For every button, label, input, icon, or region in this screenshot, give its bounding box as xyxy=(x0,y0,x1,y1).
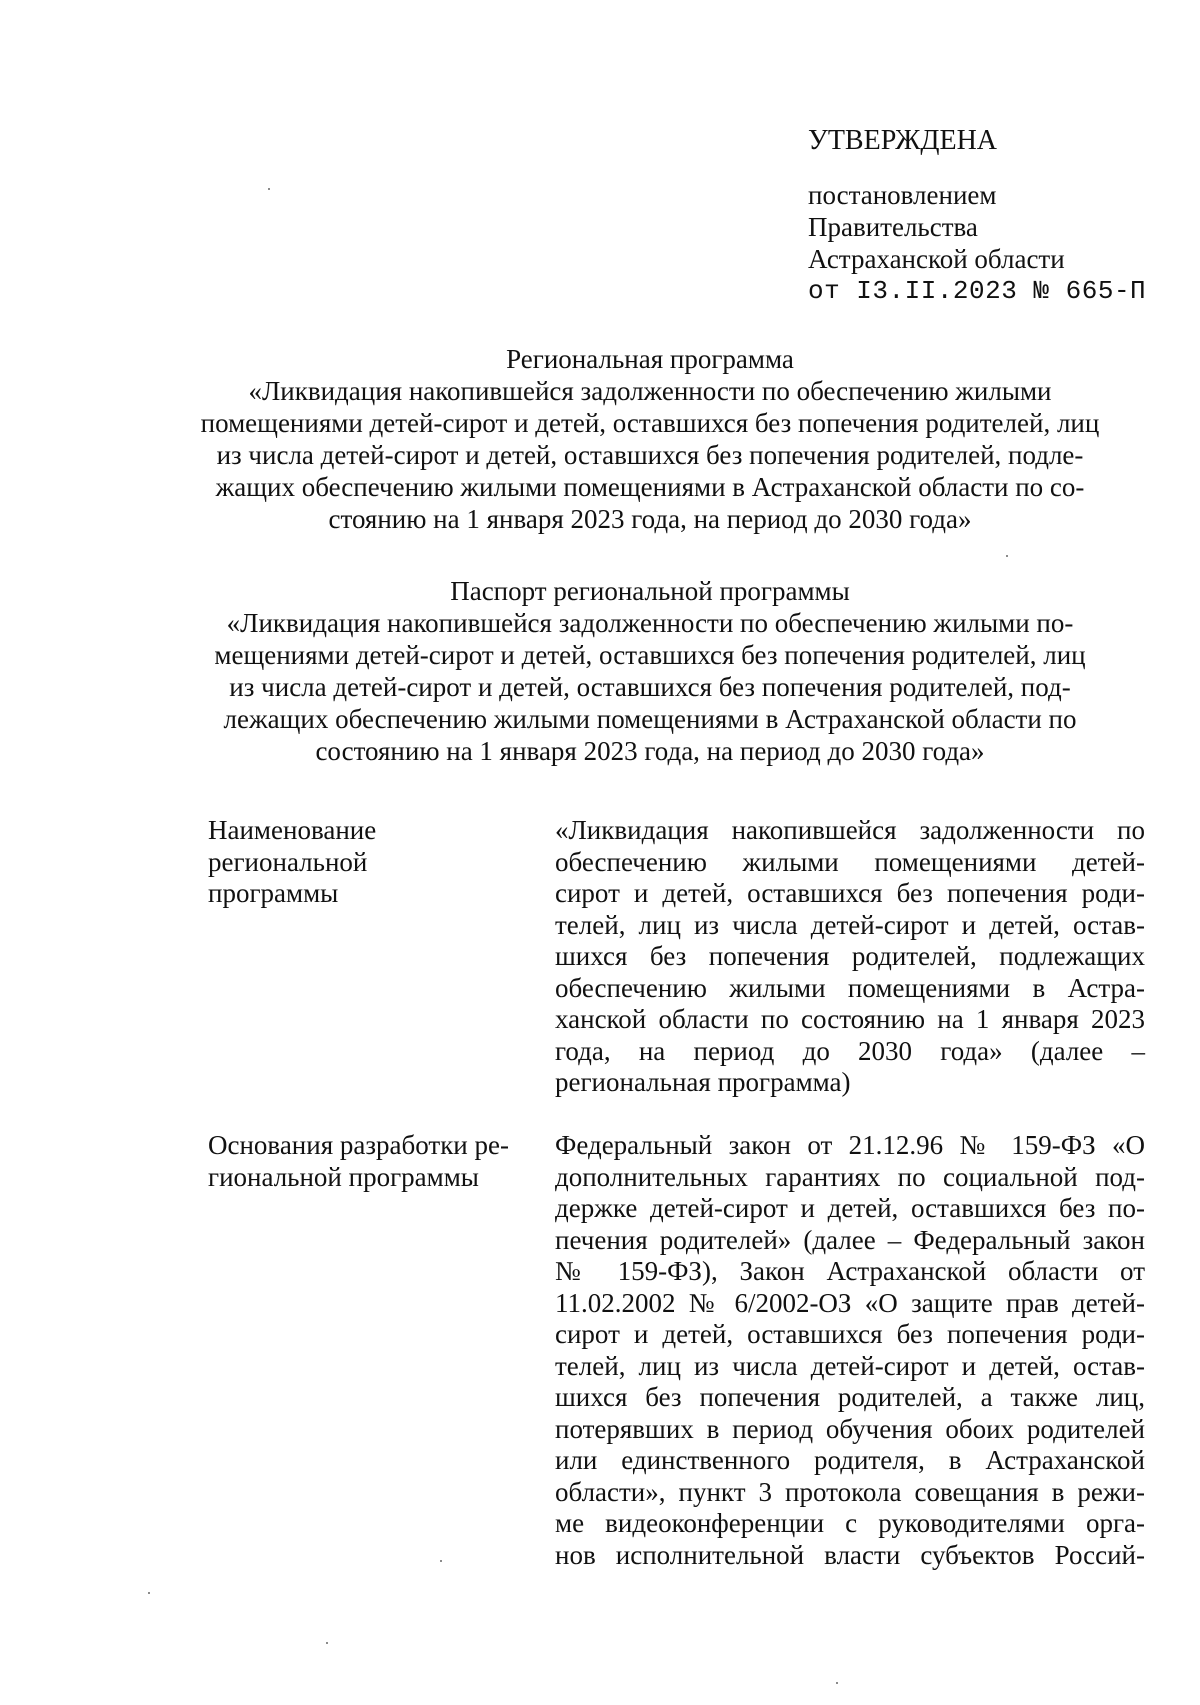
passport-title xyxy=(140,575,1160,767)
value-line: ме видеоконференции с руководителями орга- xyxy=(555,1508,1145,1538)
passport-title-line: состоянию на 1 января 2023 года, на период до 2030 года» xyxy=(315,736,985,766)
passport-title-line: Паспорт региональной программы xyxy=(450,576,850,606)
program-title-line: из числа детей-сирот и детей, оставшихся без попечения родителей, подле- xyxy=(216,440,1084,470)
scan-speck xyxy=(326,1642,328,1644)
value-line: или единственного родителя, в Астраханской xyxy=(555,1445,1145,1475)
passport-row-value xyxy=(555,1130,1145,1571)
scan-speck xyxy=(148,1592,150,1594)
approval-date-number: от I3.II.2023 № 665-П xyxy=(808,276,1147,306)
passport-title-line: из числа детей-сирот и детей, оставшихся без попечения родителей, под- xyxy=(229,672,1071,702)
passport-row-label xyxy=(208,1130,538,1193)
value-line: шихся без попечения родителей, подлежащих xyxy=(555,941,1145,971)
value-line: держке детей-сирот и детей, оставшихся без по- xyxy=(555,1193,1145,1223)
passport-title-line: лежащих обеспечению жилыми помещениями в Астраханской области по xyxy=(223,704,1077,734)
passport-title-line: «Ликвидация накопившейся задолженности по обеспечению жилыми по- xyxy=(226,608,1074,638)
value-line: дополнительных гарантиях по социальной под- xyxy=(555,1161,1145,1192)
program-title-line: Региональная программа xyxy=(506,344,794,374)
approval-line: Правительства xyxy=(808,212,978,242)
value-line: Федеральный закон от 21.12.96 № 159-ФЗ «О xyxy=(555,1130,1145,1160)
label-line: гиональной программы xyxy=(208,1161,479,1192)
value-line: телей, лиц из числа детей-сирот и детей, остав- xyxy=(555,909,1145,940)
value-line: шихся без попечения родителей, а также лиц, xyxy=(555,1382,1145,1412)
value-line: «Ликвидация накопившейся задолженности по xyxy=(555,815,1145,845)
program-title xyxy=(140,343,1160,535)
passport-title-line: мещениями детей-сирот и детей, оставшихся без попечения родителей, лиц xyxy=(214,640,1086,670)
value-line: региональная программа) xyxy=(555,1067,851,1097)
scan-speck xyxy=(1006,555,1008,557)
label-line: Наименование xyxy=(208,815,377,845)
approval-heading: УТВЕРЖДЕНА xyxy=(808,125,998,156)
value-line: нов исполнительной власти субъектов Россий- xyxy=(555,1539,1145,1570)
value-line: потерявших в период обучения обоих родителей xyxy=(555,1413,1145,1444)
value-line: 11.02.2002 № 6/2002-ОЗ «О защите прав детей- xyxy=(555,1287,1145,1318)
label-line: программы xyxy=(208,878,339,908)
label-line: Основания разработки ре- xyxy=(208,1130,509,1160)
program-title-line: жащих обеспечению жилыми помещениями в Астраханской области по со- xyxy=(215,472,1085,502)
value-line: телей, лиц из числа детей-сирот и детей, остав- xyxy=(555,1350,1145,1381)
scan-speck xyxy=(268,188,270,190)
passport-row-label xyxy=(208,815,538,910)
value-line: года, на период до 2030 года» (далее – xyxy=(555,1035,1145,1066)
value-line: № 159-ФЗ), Закон Астраханской области от xyxy=(555,1256,1145,1286)
program-title-line: стоянию на 1 января 2023 года, на период до 2030 года» xyxy=(328,504,972,534)
program-title-line: «Ликвидация накопившейся задолженности по обеспечению жилыми xyxy=(248,376,1052,406)
scan-speck xyxy=(440,1560,442,1562)
approval-line: Астраханской области xyxy=(808,244,1065,274)
value-line: сирот и детей, оставшихся без попечения роди- xyxy=(555,1319,1145,1349)
value-line: области», пункт 3 протокола совещания в режи- xyxy=(555,1476,1145,1507)
value-line: обеспечению жилыми помещениями детей- xyxy=(555,846,1145,877)
passport-row-value xyxy=(555,815,1145,1099)
value-line: обеспечению жилыми помещениями в Астра- xyxy=(555,972,1145,1003)
value-line: печения родителей» (далее – Федеральный закон xyxy=(555,1224,1145,1255)
value-line: ханской области по состоянию на 1 января 2023 xyxy=(555,1004,1145,1034)
value-line: сирот и детей, оставшихся без попечения роди- xyxy=(555,878,1145,908)
approval-block xyxy=(808,125,1168,307)
program-title-line: помещениями детей-сирот и детей, оставшихся без попечения родителей, лиц xyxy=(200,408,1100,438)
label-line: региональной xyxy=(208,846,368,877)
scan-speck xyxy=(836,1682,838,1684)
approval-line: постановлением xyxy=(808,180,997,210)
